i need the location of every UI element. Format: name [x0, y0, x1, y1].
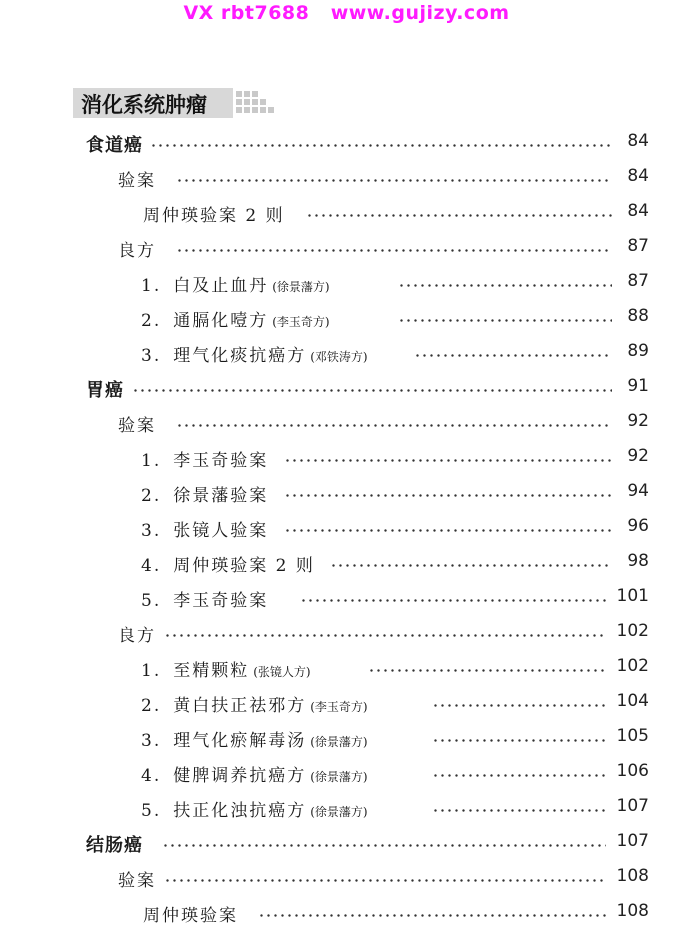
toc-entry — [0, 656, 693, 688]
toc-entry — [0, 201, 693, 233]
toc-entry-label: 良方 — [118, 241, 156, 261]
toc-entry-label: 验案 — [118, 871, 156, 891]
page-number: 84 — [627, 131, 649, 151]
toc-entry-author: (邓铁涛方) — [310, 350, 368, 364]
toc-entry — [0, 761, 693, 793]
toc-entry-title — [141, 481, 268, 506]
toc-entry-title — [141, 306, 330, 331]
toc-entry-title — [86, 831, 143, 857]
toc-entry-number: 4. — [141, 766, 162, 786]
toc-entry — [0, 691, 693, 723]
toc-entry-label: 徐景藩验案 — [173, 486, 269, 506]
toc-entry-label: 周仲瑛验案 2 则 — [143, 206, 285, 226]
toc-entry-number: 1. — [141, 451, 162, 471]
toc-entry-author: (张镜人方) — [253, 665, 311, 679]
page-number: 98 — [627, 551, 649, 571]
toc-entry-title — [86, 376, 124, 402]
dot-leader — [258, 914, 606, 917]
toc-entry-label: 食道癌 — [86, 135, 143, 156]
toc-entry-title — [141, 516, 268, 541]
dot-leader — [284, 459, 612, 462]
dot-leader — [284, 494, 612, 497]
page-number: 84 — [627, 166, 649, 186]
toc-entry-label: 理气化痰抗癌方 — [173, 346, 307, 366]
toc-entry — [0, 551, 693, 583]
toc-entry-number: 3. — [141, 346, 162, 366]
toc-entry — [0, 341, 693, 373]
page-number: 102 — [616, 621, 649, 641]
dot-leader — [414, 354, 612, 357]
toc-entry — [0, 831, 693, 863]
toc-entry-number: 3. — [141, 521, 162, 541]
toc-entry-title — [118, 866, 156, 891]
page-number: 108 — [616, 866, 649, 886]
toc-entry-label: 结肠癌 — [86, 835, 143, 856]
toc-entry-author: (徐景藩方) — [272, 280, 330, 294]
toc-entry-title — [118, 166, 156, 191]
dot-leader — [162, 844, 606, 847]
toc-entry — [0, 131, 693, 163]
toc-entry — [0, 236, 693, 268]
toc-entry-title — [141, 586, 268, 611]
toc-entry-number: 2. — [141, 486, 162, 506]
toc-entry-title — [141, 656, 311, 681]
toc-entry — [0, 271, 693, 303]
toc-entry-author: (李玉奇方) — [310, 700, 368, 714]
page-number: 102 — [616, 656, 649, 676]
dot-leader — [176, 424, 612, 427]
page-number: 87 — [627, 271, 649, 291]
page-number: 96 — [627, 516, 649, 536]
dot-leader — [176, 249, 612, 252]
toc-entry-number: 3. — [141, 731, 162, 751]
toc-entry-author: (徐景藩方) — [310, 770, 368, 784]
toc-entry-label: 健脾调养抗癌方 — [173, 766, 307, 786]
toc-entry-author: (徐景藩方) — [310, 805, 368, 819]
dot-leader — [330, 564, 612, 567]
toc-entry-author: (李玉奇方) — [272, 315, 330, 329]
toc-entry-title — [141, 341, 368, 366]
dot-leader — [300, 599, 606, 602]
page-number: 88 — [627, 306, 649, 326]
toc-entry-title — [141, 446, 268, 471]
toc-entry-number: 2. — [141, 696, 162, 716]
toc-entry-title — [86, 131, 143, 157]
watermark-text: VX rbt7688 www.gujizy.com — [183, 2, 510, 24]
dot-leader — [398, 319, 612, 322]
toc-entry — [0, 866, 693, 898]
dot-leader — [432, 739, 606, 742]
toc-entry-label: 扶正化浊抗癌方 — [173, 801, 307, 821]
dot-leader — [398, 284, 612, 287]
toc-entry-label: 周仲瑛验案 — [143, 906, 238, 926]
toc-entry-label: 验案 — [118, 416, 156, 436]
toc-entry-label: 验案 — [118, 171, 156, 191]
toc-entry-label: 胃癌 — [86, 380, 124, 401]
dot-leader — [164, 634, 606, 637]
dot-leader — [432, 774, 606, 777]
decorative-grid-icon — [236, 91, 282, 117]
toc-entry-title — [141, 691, 368, 716]
toc-entry — [0, 726, 693, 758]
toc-entry — [0, 481, 693, 513]
toc-entry — [0, 516, 693, 548]
toc-entry-title — [141, 761, 368, 786]
dot-leader — [432, 809, 606, 812]
page-number: 92 — [627, 411, 649, 431]
toc-entry-number: 1. — [141, 661, 162, 681]
toc-entry-number: 1. — [141, 276, 162, 296]
toc-entry-label: 黄白扶正祛邪方 — [173, 696, 307, 716]
toc-entry — [0, 306, 693, 338]
page-number: 91 — [627, 376, 649, 396]
page-number: 104 — [616, 691, 649, 711]
page-number: 101 — [616, 586, 649, 606]
toc-entry-label: 张镜人验案 — [173, 521, 269, 541]
page-number: 107 — [616, 796, 649, 816]
page-number: 94 — [627, 481, 649, 501]
section-title: 消化系统肿瘤 — [81, 93, 207, 117]
toc-entry — [0, 796, 693, 828]
toc-entry-title — [118, 411, 156, 436]
toc-entry-label: 良方 — [118, 626, 156, 646]
toc-entry — [0, 901, 693, 933]
dot-leader — [306, 214, 612, 217]
dot-leader — [132, 389, 612, 392]
toc-entry-number: 5. — [141, 591, 162, 611]
toc-entry-author: (徐景藩方) — [310, 735, 368, 749]
toc-entry-number: 2. — [141, 311, 162, 331]
dot-leader — [164, 879, 606, 882]
toc-entry-label: 李玉奇验案 — [173, 451, 269, 471]
toc-entry — [0, 621, 693, 653]
section-header — [73, 88, 283, 120]
toc-entry — [0, 411, 693, 443]
page-number: 89 — [627, 341, 649, 361]
page-number: 107 — [616, 831, 649, 851]
dot-leader — [176, 179, 612, 182]
toc-entry — [0, 166, 693, 198]
toc-entry — [0, 376, 693, 408]
toc-entry-label: 李玉奇验案 — [173, 591, 269, 611]
page-number: 84 — [627, 201, 649, 221]
page-number: 108 — [616, 901, 649, 921]
toc-entry-label: 至精颗粒 — [173, 661, 250, 681]
page-number: 92 — [627, 446, 649, 466]
toc-entry-label: 白及止血丹 — [173, 276, 269, 296]
dot-leader — [284, 529, 612, 532]
page-number: 105 — [616, 726, 649, 746]
dot-leader — [432, 704, 606, 707]
toc-entry-title — [143, 201, 285, 226]
toc-entry-label: 周仲瑛验案 2 则 — [173, 556, 315, 576]
dot-leader — [150, 144, 612, 147]
toc-entry-title — [143, 901, 238, 926]
dot-leader — [368, 669, 606, 672]
toc-entry-label: 通膈化噎方 — [173, 311, 269, 331]
toc-entry-title — [118, 621, 156, 646]
page-number: 87 — [627, 236, 649, 256]
toc-entry-number: 4. — [141, 556, 162, 576]
toc-entry-title — [141, 796, 368, 821]
toc-entry-title — [141, 551, 315, 576]
toc-entry-title — [141, 726, 368, 751]
toc-entry-title — [118, 236, 156, 261]
toc-entry-title — [141, 271, 330, 296]
toc-entry — [0, 586, 693, 618]
toc-entry — [0, 446, 693, 478]
toc-entry-number: 5. — [141, 801, 162, 821]
toc-entry-label: 理气化瘀解毒汤 — [173, 731, 307, 751]
page-number: 106 — [616, 761, 649, 781]
